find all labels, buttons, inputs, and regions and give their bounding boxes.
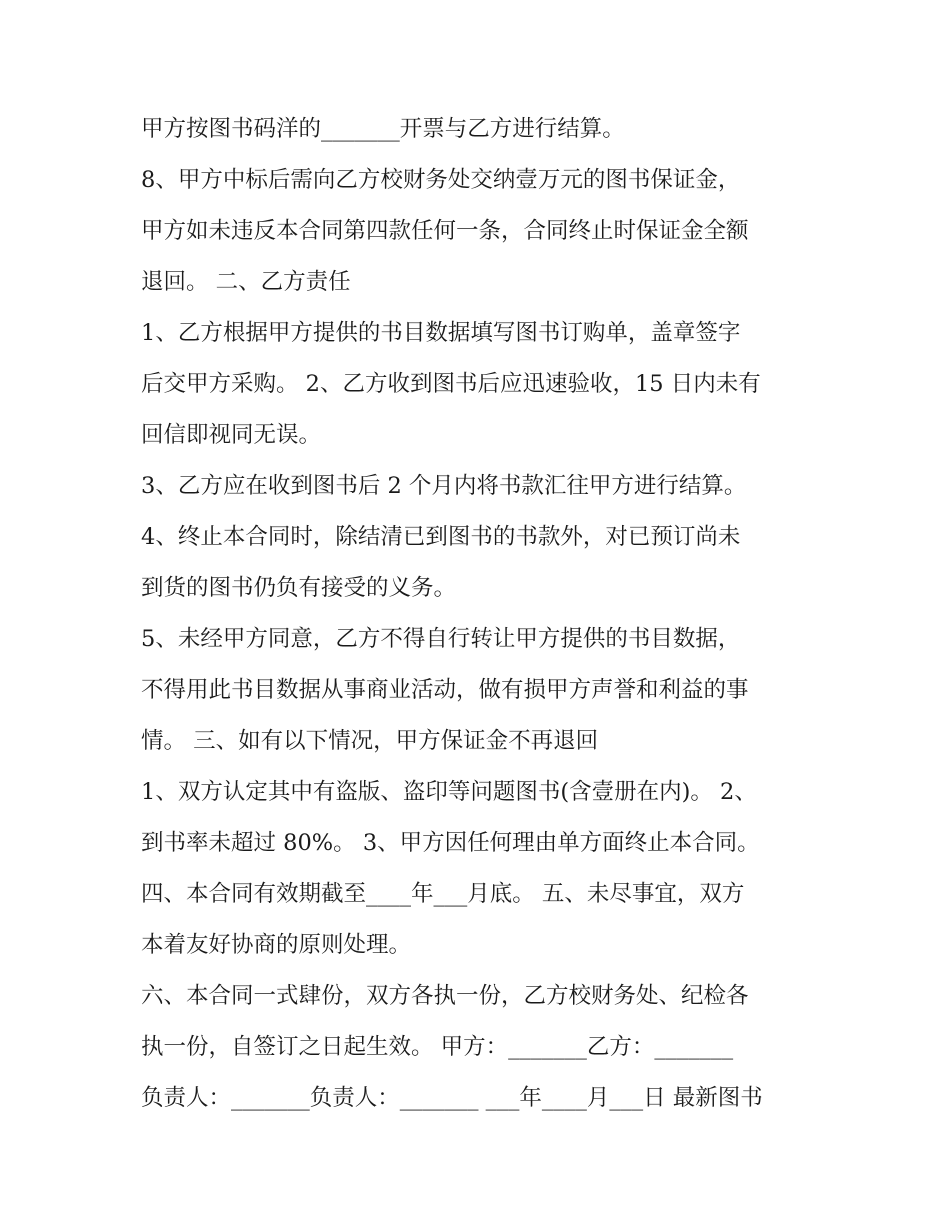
text-line: 回信即视同无误。 <box>141 422 322 448</box>
text-line: 到货的图书仍负有接受的义务。 <box>141 575 457 601</box>
text-line: 甲方按图书码洋的_______开票与乙方进行结算。 <box>141 116 625 142</box>
text-line: 4、终止本合同时，除结清已到图书的书款外，对已预订尚未 <box>141 524 741 550</box>
text-line: 本着友好协商的原则处理。 <box>141 932 412 958</box>
text-line: 负责人：_______负责人：_______ ___年____月___日 最新图书 <box>141 1085 763 1111</box>
text-line: 甲方如未违反本合同第四款任何一条，合同终止时保证金全额 <box>141 218 749 244</box>
text-line: 四、本合同有效期截至____年___月底。 五、未尽事宜，双方 <box>141 881 745 907</box>
text-line: 到书率未超过 80%。 3、甲方因任何理由单方面终止本合同。 <box>141 830 760 856</box>
text-line: 不得用此书目数据从事商业活动，做有损甲方声誉和利益的事 <box>141 677 749 703</box>
text-line: 六、本合同一式肆份，双方各执一份，乙方校财务处、纪检各 <box>141 983 749 1009</box>
text-line: 退回。 二、乙方责任 <box>141 269 351 295</box>
text-line: 8、甲方中标后需向乙方校财务处交纳壹万元的图书保证金， <box>141 167 741 193</box>
text-line: 1、双方认定其中有盗版、盗印等问题图书(含壹册在内)。 2、 <box>141 779 757 805</box>
text-line: 5、未经甲方同意，乙方不得自行转让甲方提供的书目数据， <box>141 626 741 652</box>
text-line: 情。 三、如有以下情况，甲方保证金不再退回 <box>141 728 599 754</box>
text-line: 3、乙方应在收到图书后 2 个月内将书款汇往甲方进行结算。 <box>141 473 747 499</box>
text-line: 1、乙方根据甲方提供的书目数据填写图书订购单，盖章签字 <box>141 320 741 346</box>
text-line: 后交甲方采购。 2、乙方收到图书后应迅速验收，15 日内未有 <box>141 371 761 397</box>
text-line: 执一份，自签订之日起生效。 甲方：_______乙方：_______ <box>141 1034 734 1060</box>
